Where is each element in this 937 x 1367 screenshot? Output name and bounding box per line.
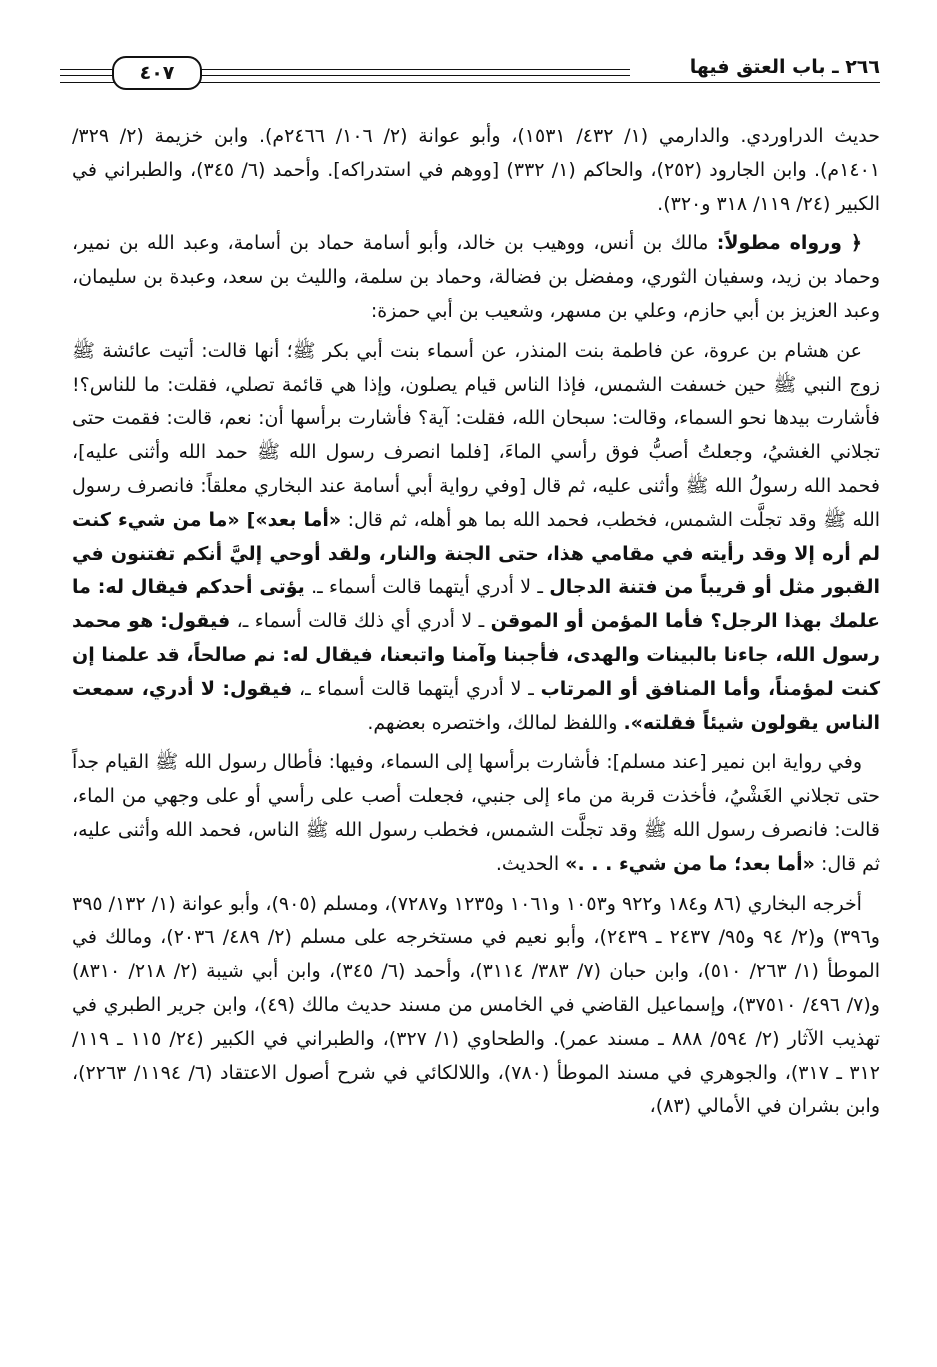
page-header <box>60 52 880 102</box>
hadith-text: ـ لا أدري أي ذلك قالت أسماء ـ، <box>230 610 491 633</box>
paragraph-hadith <box>72 335 880 741</box>
variant-text: وفي رواية ابن نمير [عند مسلم]: فأشارت برأسها إلى السماء، وفيها: فأطال رسول الله ﷺ القيام جداً حتى تجلاني الغَشْيُ، فأخذت قربة من ماء إلى جنبي، فجعلت أصب على رأسي أو على وجهي من الماء، قالت: فانصرف رسول الله ﷺ وقد تجلَّت الشمس، فخطب رسول الله ﷺ الناس، فحمد الله وأثنى عليه، ثم قال: <box>72 751 880 875</box>
hadith-text-bold: يؤتى أحدكم فيقال له: ما علمك بهذا الرجل؟ فأما المؤمن أو الموقن <box>72 576 880 633</box>
variant-text-bold: «أما بعد؛ ما من شيء . . .» <box>565 852 815 875</box>
paragraph-variant <box>72 746 880 881</box>
hadith-text: ـ لا أدري أيتهما قالت أسماء ـ، <box>292 677 541 700</box>
header-rule <box>192 75 630 76</box>
header-rule <box>192 69 630 70</box>
hadith-text: ـ لا أدري أيتهما قالت أسماء ـ. <box>304 576 550 599</box>
header-rule <box>60 69 120 70</box>
paragraph-citations: حديث الدراوردي. والدارمي (١/ ٤٣٢/ ١٥٣١)، وأبو عوانة (٢/ ١٠٦/ ٢٤٦٦م). وابن خزيمة (٢/ ٣٢٩/ ١٤٠١م). وابن الجارود (٢٥٢)، والحاكم (١/ ٣٣٢) [ووهم في استدراكه]. وأحمد (٦/ ٣٤٥)، والطبراني في الكبير (٢٤/ ١١٩/ ٣١٨ و٣٢٠). <box>72 125 881 215</box>
section-lead: ﴿ ورواه مطولاً: <box>716 232 862 255</box>
hadith-text-bold: فيقول: هو محمد رسول الله، جاءنا بالبينات والهدى، فأجبنا وآمنا واتبعنا، فيقال له: نم صالحاً، قد علمنا إن كنت لمؤمناً، وأما المنافق أو المرتاب <box>72 610 881 700</box>
hadith-text-bold: «أما بعد»] «ما من شيء كنت لم أره إلا وقد رأيته في مقامي هذا، حتى الجنة والنار، ولقد أوحي إليَّ أنكم تفتنون في القبور مثل أو قريباً من فتنة الدجال <box>72 508 880 599</box>
paragraph-narrators <box>72 227 880 328</box>
hadith-text-bold: فيقول: لا أدري، سمعت الناس يقولون شيئاً فقلته». <box>72 677 880 734</box>
hadith-text: عن هشام بن عروة، عن فاطمة بنت المنذر، عن أسماء بنت أبي بكر ﷺ؛ أنها قالت: أتيت عائشة ﷺ زوج النبي ﷺ حين خسفت الشمس، فإذا الناس قيام يصلون، وإذا هي قائمة تصلي، فقلت: ما للناس؟! فأشارت بيدها نحو السماء، وقالت: سبحان الله، فقلت: آية؟ فأشارت برأسها أن: نعم، قالت: فقمت حتى تجلاني الغشيُ، وجعلتُ أصبُّ فوق رأسي الماءَ، [فلما انصرف رسول الله ﷺ حمد الله وأثنى عليه]، فحمد الله رسولُ الله ﷺ وأثنى عليه، ثم قال [وفي رواية أبي أسامة عند البخاري معلقاً: فانصرف رسول الله ﷺ وقد تجلَّت الشمس، فخطب، فحمد الله بما هو أهله، ثم قال: <box>72 339 881 531</box>
paragraph-sources: أخرجه البخاري (٨٦ و١٨٤ و٩٢٢ و١٠٥٣ و١٠٦١ و١٢٣٥ و٧٢٨٧)، ومسلم (٩٠٥)، وأبو عوانة (١/ ١٣٢/ ٣٩٥ و٣٩٦) و(٢/ ٩٤ و٩٥/ ٢٤٣٧ ـ ٢٤٣٩)، وأبو نعيم في مستخرجه على مسلم (٢/ ٤٨٩/ ٢٠٣٦)، ومالك في الموطأ (١/ ٢٦٣/ ٥١٠)، وابن حبان (٧/ ٣٨٣/ ٣١١٤)، وأحمد (٦/ ٣٤٥)، وابن أبي شيبة (٢/ ٢١٨/ ٨٣١٠) و(٧/ ٤٩٦/ ٣٧٥١٠)، وإسماعيل القاضي في الخامس من مسند حديث مالك (٤٩)، وابن جرير الطبري في تهذيب الآثار (٢/ ٥٩٤/ ٨٨٨ ـ مسند عمر). والطحاوي (١/ ٣٢٧)، والطبراني في الكبير (٢٤/ ١١٥ ـ ١١٩/ ٣١٢ ـ ٣١٧)، والجوهري في مسند الموطأ (٧٨٠)، واللالكائي في شرح أصول الاعتقاد (٦/ ١١٩٤/ ٢٢٦٣)، وابن بشران في الأمالي (٨٣)، <box>72 892 880 1118</box>
page-number: ٤٠٧ <box>112 56 202 90</box>
main-text <box>72 120 880 1130</box>
variant-text: الحديث. <box>495 852 566 875</box>
hadith-text: واللفظ لمالك، واختصره بعضهم. <box>367 711 624 734</box>
running-head: ٢٦٦ ـ باب العتق فيها <box>689 56 880 78</box>
header-rule <box>60 75 120 76</box>
narrators-list: مالك بن أنس، ووهيب بن خالد، وأبو أسامة حماد بن أسامة، وعبد الله بن نمير، وحماد بن زيد، وسفيان الثوري، ومفضل بن فضالة، وحماد بن سلمة، والليث بن سعد، وعبدة بن سليمان، وعبد العزيز بن أبي حازم، وعلي بن مسهر، وشعيب بن أبي حمزة: <box>72 232 880 322</box>
